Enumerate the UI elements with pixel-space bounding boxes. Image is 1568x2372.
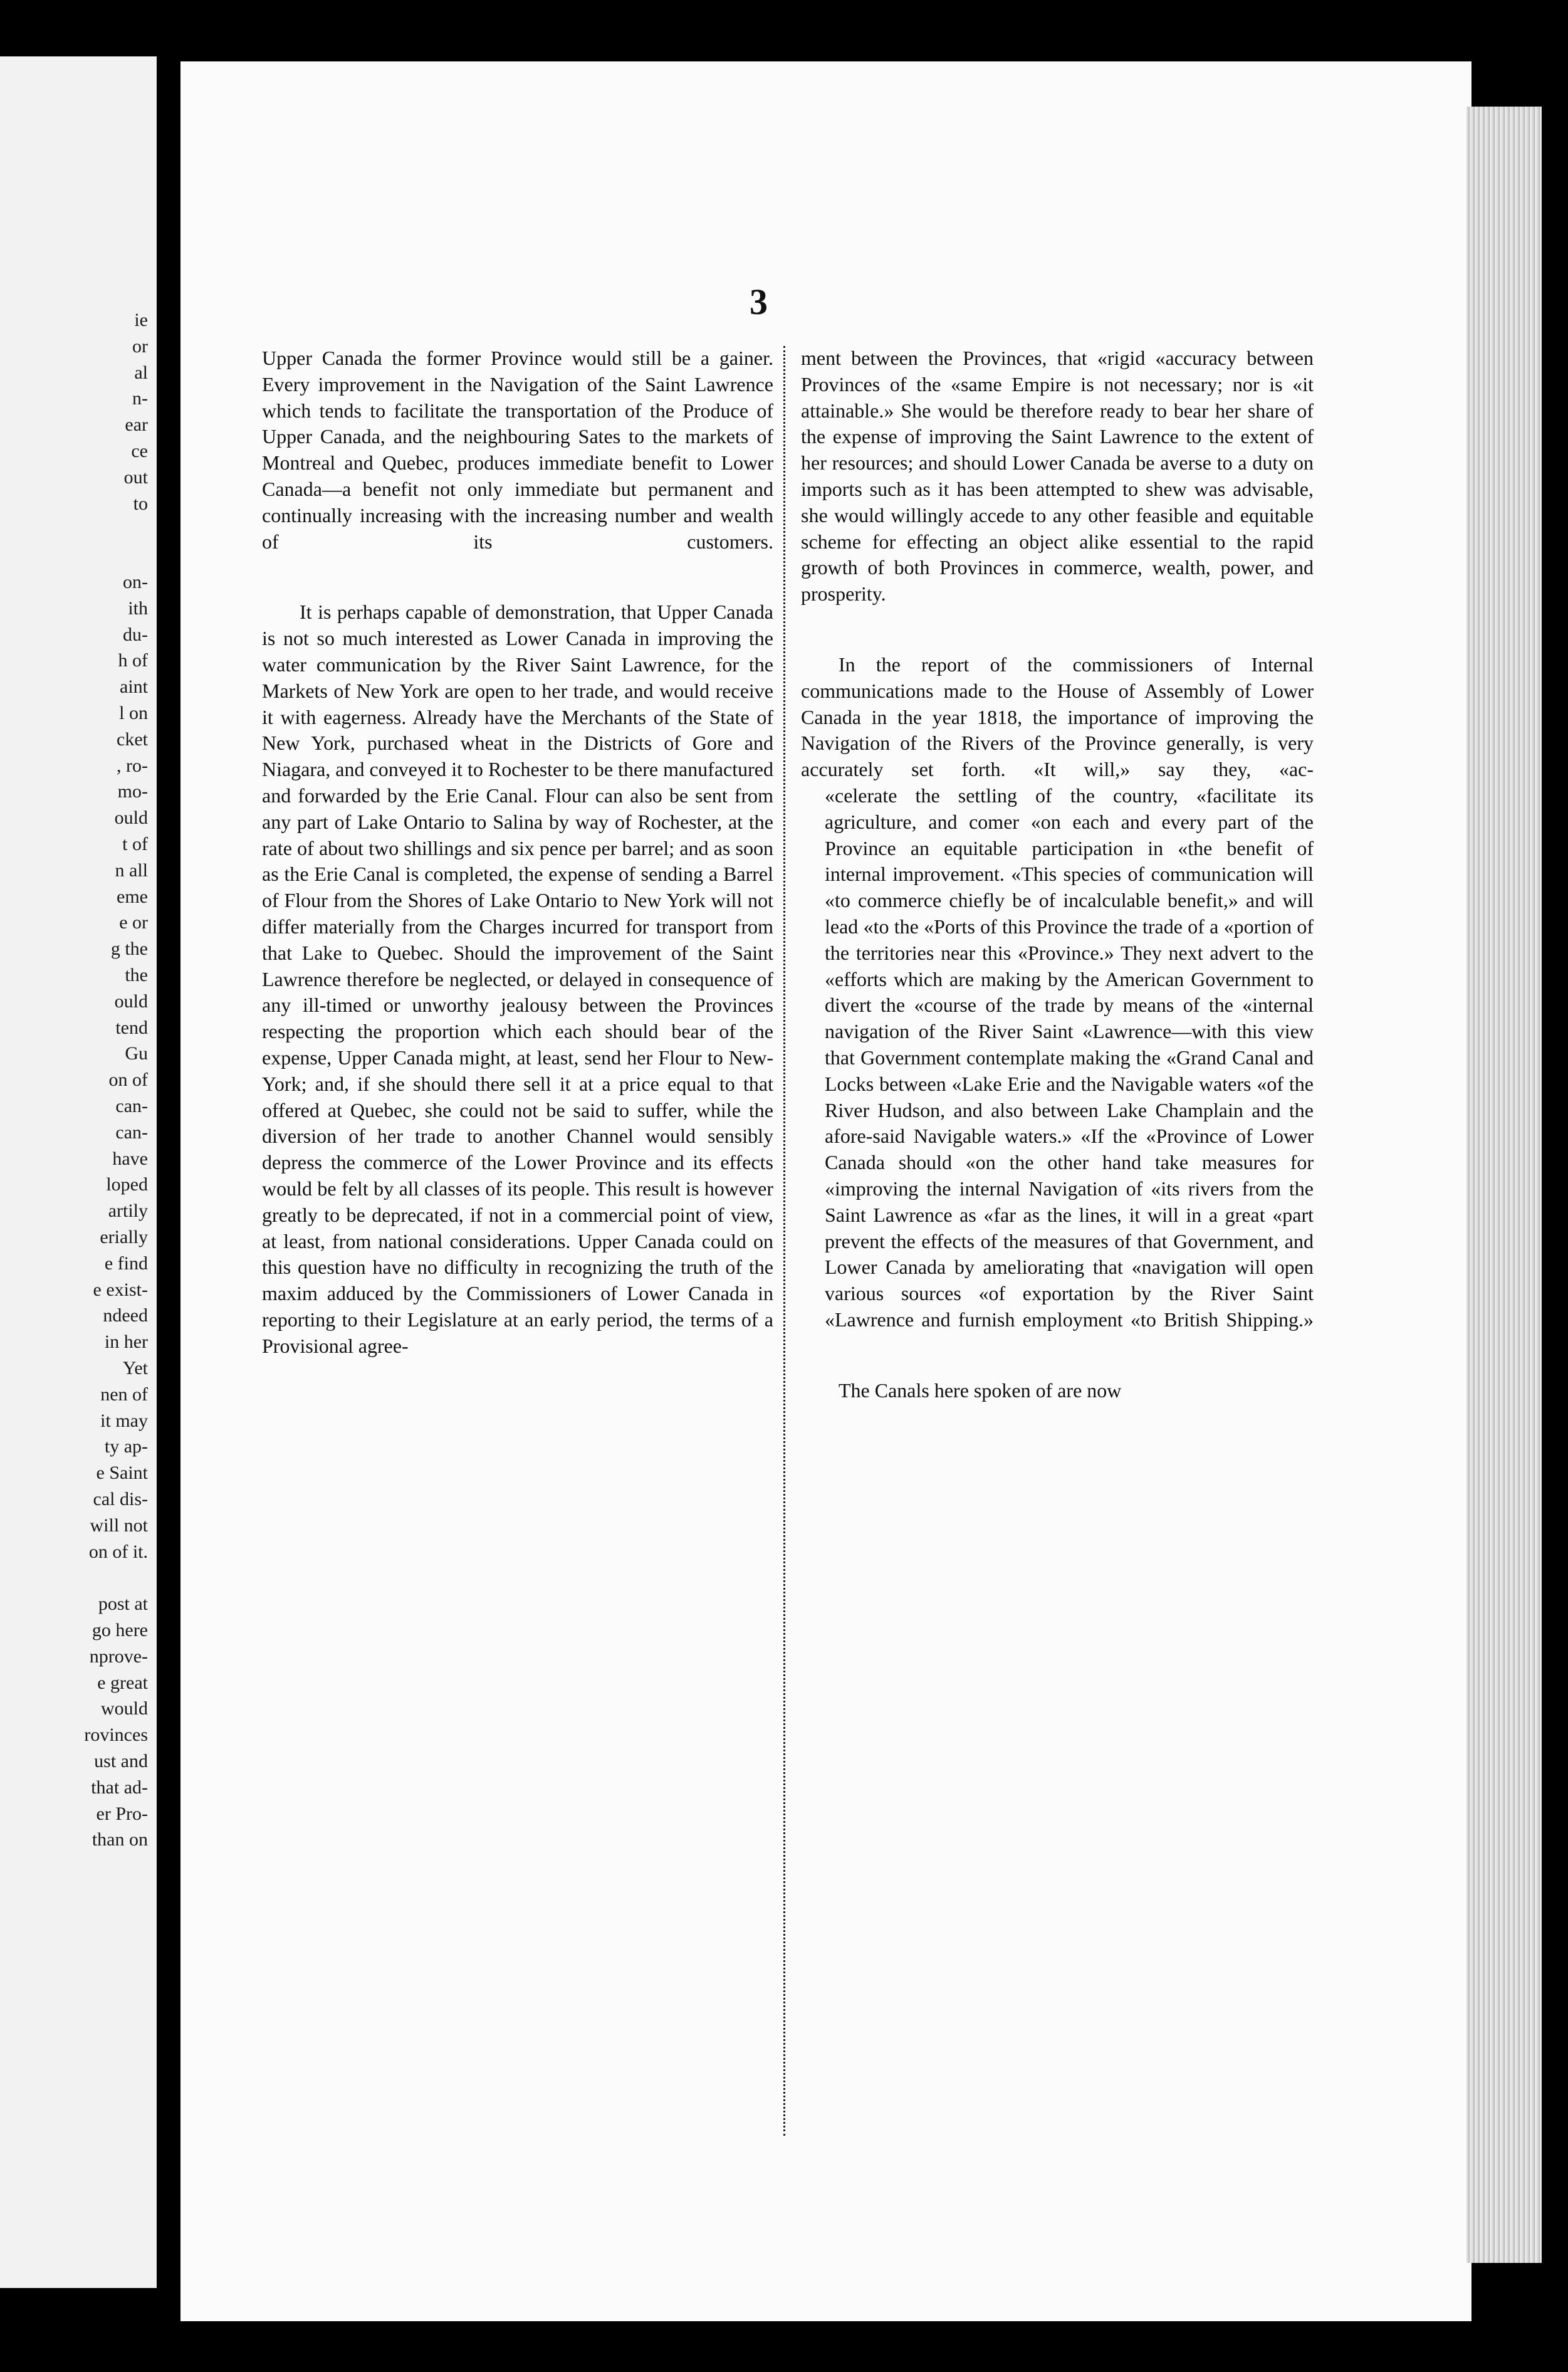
- facing-page-text-line: than on: [91, 1829, 148, 1850]
- facing-page-text-line: nen of: [100, 1383, 148, 1405]
- facing-page-text-line: can-: [115, 1096, 148, 1116]
- facing-page-text-line: h of: [118, 650, 148, 671]
- facing-page-text-line: Yet: [122, 1358, 148, 1378]
- facing-page-text-line: du-: [123, 624, 148, 645]
- facing-page-text-line: e or: [119, 912, 148, 933]
- facing-page-text-line: e great: [97, 1672, 148, 1693]
- column-divider: [783, 346, 785, 2136]
- facing-page-text-line: that ad-: [91, 1776, 148, 1798]
- facing-page-text-line: ust and: [94, 1751, 148, 1771]
- facing-page-text-line: , ro-: [117, 755, 148, 776]
- paragraph: Upper Canada the former Province would still be a gainer. Every improvement in the Navigation of the Saint Lawrence which tends to facilitate the transportation of the Produce of Upper Canada, and the neighbouring Sates to the markets of Montreal and Quebec, produces immediate benefit to Lower Canada—a benefit not only immediate but permanent and continually increasing with the increasing number and wealth of its customers.: [262, 347, 773, 553]
- facing-page-text-line: the: [125, 965, 148, 985]
- facing-page-text-line: aint: [120, 676, 148, 698]
- facing-page-text-line: ie: [134, 310, 148, 330]
- paragraph: In the report of the commissioners of Internal communications made to the House of Assembly of Lower Canada in the year 1818, the importance of improving the Navigation of the Rivers of the Province generally, is very accurately set forth. «It will,» say they, «ac-: [801, 653, 1314, 781]
- paragraph: ment between the Provinces, that «rigid «accuracy between Provinces of the «same Empire is not necessary; nor is «it attainable.» She would be therefore ready to bear her share of the expense of improving the Saint Lawrence to the extent of her resources; and should Lower Canada be averse to a duty on imports such as it has been attempted to shew was advisable, she would willingly accede to any other feasible and equitable scheme for effecting an object alike essential to the rapid growth of both Provinces in commerce, wealth, power, and prosperity.: [801, 347, 1314, 606]
- facing-page-text-line: ty ap-: [104, 1436, 148, 1457]
- facing-page-text-line: n all: [115, 859, 148, 881]
- facing-page-text-line: in her: [104, 1331, 148, 1353]
- facing-page-text-line: cket: [117, 728, 148, 750]
- facing-page-text-line: or: [132, 335, 148, 357]
- book-gutter: [157, 38, 182, 2357]
- facing-page-text-line: e find: [104, 1252, 148, 1274]
- facing-page-text-line: tend: [115, 1017, 148, 1038]
- facing-page-text-line: er Pro-: [96, 1803, 148, 1824]
- facing-page-text-line: al: [134, 362, 148, 383]
- right-column: [801, 345, 1314, 2050]
- page-number: 3: [750, 281, 768, 322]
- facing-page-text-line: t of: [122, 834, 148, 854]
- facing-page-text-line: will not: [90, 1514, 148, 1536]
- facing-page-text-line: rovinces: [84, 1724, 148, 1746]
- facing-page-text-line: ould: [114, 807, 148, 829]
- facing-page-text-line: would: [101, 1698, 148, 1719]
- facing-page-text-line: have: [112, 1148, 148, 1169]
- facing-page-text-line: ear: [125, 414, 148, 436]
- facing-page-text-line: g the: [110, 938, 148, 960]
- facing-page-text-line: erially: [100, 1227, 148, 1247]
- facing-page-fragment: [0, 56, 157, 2288]
- paragraph: It is perhaps capable of demonstration, that Upper Canada is not so much interested as Lower Canada in improving the water communication by the River Saint Lawrence, for the Markets of New York are open to her trade, and would receive it with eagerness. Already have the Merchants of the State of New York, purchased wheat in the Districts of Gore and Niagara, and conveyed it to Rochester to be there manufactured and forwarded by the Erie Canal. Flour can also be sent from any part of Lake Ontario to Salina by way of Rochester, at the rate of about two shillings and six pence per barrel; and as soon as the Erie Canal is completed, the expense of sending a Barrel of Flour from the Shores of Lake Ontario to New York will not differ materially from the Charges incurred for transport from that Lake to Quebec. Should the improvement of the Saint Lawrence therefore be neglected, or delayed in consequence of any ill-timed or unworthy jealousy between the Provinces respecting the proportion which each should bear of the expense, Upper Canada might, at least, send her Flour to New-York; and, if she should there sell it at a price equal to that offered at Quebec, she could not be said to suffer, while the diversion of her trade to another Channel would sensibly depress the commerce of the Lower Province and its effects would be felt by all classes of its people. This result is however greatly to be deprecated, if not in a commercial point of view, at least, from national considerations. Upper Canada could on this question have no difficulty in recognizing the truth of the maxim adduced by the Commissioners of Lower Canada in reporting to their Legislature at an early period, the terms of a Provisional agree-: [262, 601, 773, 1357]
- facing-page-text-line: eme: [117, 886, 148, 907]
- facing-page-text-line: ce: [131, 441, 148, 461]
- facing-page-text-line: post at: [98, 1593, 148, 1615]
- facing-page-text-line: l on: [119, 703, 148, 723]
- facing-page-text-line: ould: [114, 990, 148, 1012]
- facing-page-text-line: it may: [100, 1410, 148, 1431]
- facing-page-text-line: ndeed: [103, 1305, 148, 1326]
- facing-page-text-line: on-: [123, 572, 148, 592]
- facing-page-text-line: ith: [128, 597, 148, 619]
- page-edge: [1466, 107, 1542, 2263]
- facing-page-text-line: e Saint: [96, 1462, 148, 1484]
- facing-page-text-line: on of: [108, 1069, 148, 1091]
- quotation: «celerate the settling of the country, «facilitate its agriculture, and comer «on each and every part of the Province an equitable participation in «the benefit of internal improvement. «This species of communication will «to commerce chiefly be of incalculable benefit,» and will lead «to the «Ports of this Province the trade of a «portion of the territories near this «Province.» They next advert to the «efforts which are making by the American Government to divert the «course of the trade by means of the «internal navigation of the River Saint «Lawrence—with this view that Government contemplate making the «Grand Canal and Locks between «Lake Erie and the Navigable waters «of the River Hudson, and also between Lake Champlain and the afore-said Navigable waters.» «If the «Province of Lower Canada should «on the other hand take measures for «improving the internal Navigation of «its rivers from the Saint Lawrence as «far as the lines, it will in a great «part prevent the effects of the measures of that Government, and Lower Canada by ameliorating that «navigation will open various sources «of exportation by the River Saint «Lawrence and furnish employment «to British Shipping.»: [825, 784, 1314, 1331]
- facing-page-text-line: can-: [115, 1121, 148, 1143]
- facing-page-text-line: nprove-: [89, 1645, 148, 1667]
- facing-page-text-line: cal dis-: [93, 1489, 148, 1509]
- facing-page-text-line: n-: [132, 388, 148, 409]
- facing-page-text-line: artily: [108, 1200, 148, 1222]
- facing-page-text-line: to: [133, 493, 148, 514]
- paragraph: The Canals here spoken of are now: [839, 1378, 1122, 1402]
- facing-page-text-line: out: [123, 466, 148, 488]
- facing-page-text-line: go here: [91, 1620, 148, 1640]
- facing-page-text-line: mo-: [117, 781, 148, 802]
- facing-page-text-line: on of it.: [88, 1541, 148, 1562]
- left-column: [262, 345, 773, 2138]
- facing-page-text-line: loped: [106, 1174, 148, 1195]
- facing-page-text-line: Gu: [125, 1043, 148, 1064]
- facing-page-text-line: e exist-: [93, 1279, 148, 1300]
